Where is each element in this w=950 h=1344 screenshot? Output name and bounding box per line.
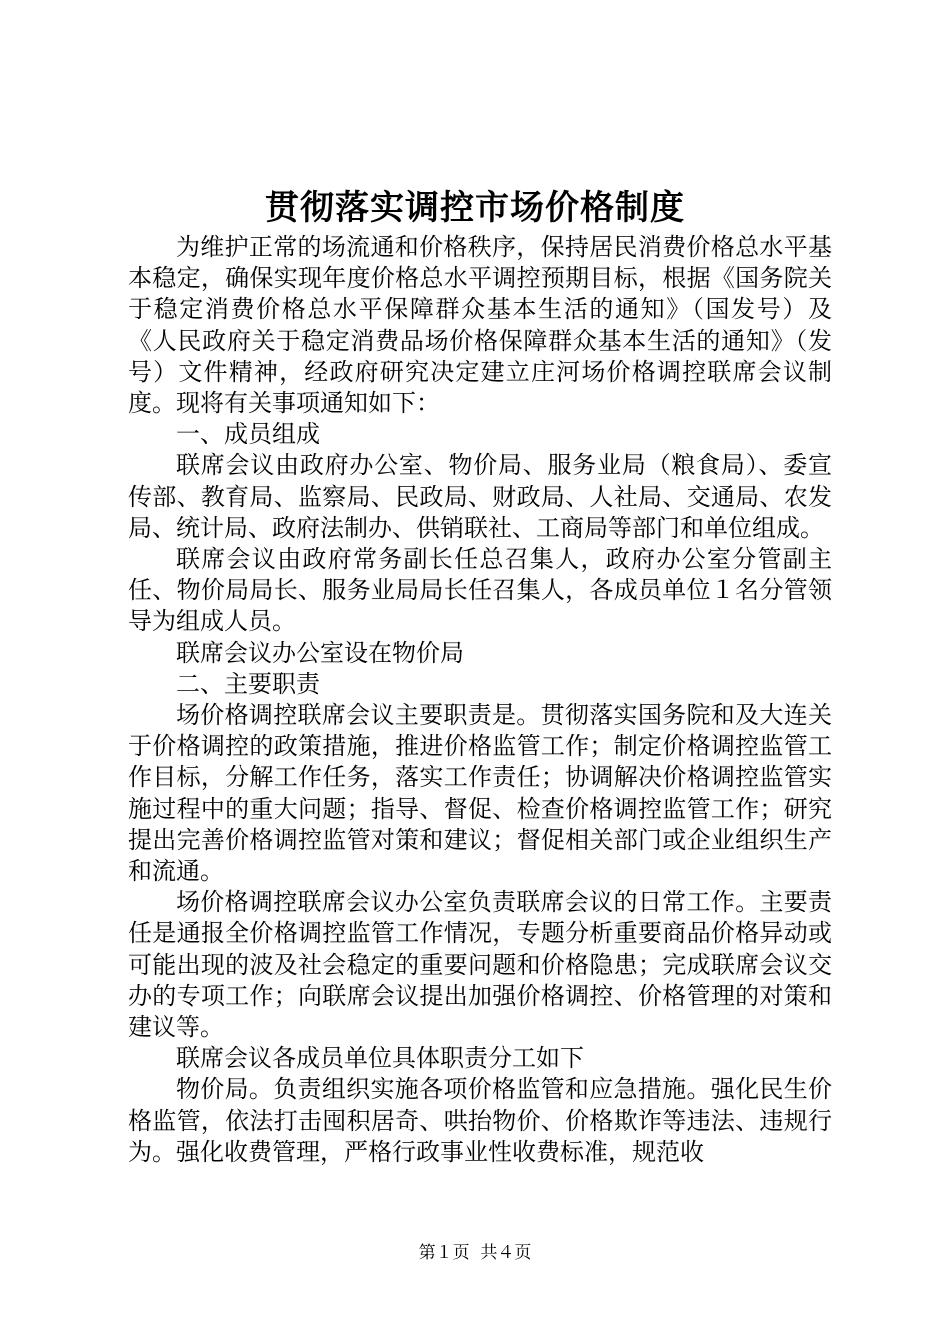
paragraph-intro: 为维护正常的场流通和价格秩序，保持居民消费价格总水平基本稳定，确保实现年度价格总水平调控预期目标，根据《国务院关于稳定消费价格总水平保障群众基本生活的通知》（国发号）及《人民政府关于稳定消费品场价格保障群众基本生活的通知》（发号）文件精神，经政府研究决定建立庄河场价格调控联席会议制度。现将有关事项通知如下： <box>128 233 832 418</box>
paragraph-price-bureau: 物价局。负责组织实施各项价格监管和应急措施。强化民生价格监管，依法打击囤积居奇、哄抬物价、价格欺诈等违法、违规行为。强化收费管理，严格行政事业性收费标准，规范收 <box>128 1075 832 1166</box>
paragraph-main-duties: 场价格调控联席会议主要职责是。贯彻落实国务院和及大连关于价格调控的政策措施，推进价格监管工作；制定价格调控监管工作目标，分解工作任务，落实工作责任；协调解决价格调控监管实施过程中的重大问题；指导、督促、检查价格调控监管工作；研究提出完善价格调控监管对策和建议；督促相关部门或企业组织生产和流通。 <box>128 701 832 886</box>
paragraph-division-intro: 联席会议各成员单位具体职责分工如下 <box>176 1044 584 1073</box>
section-heading-duties: 二、主要职责 <box>176 669 320 698</box>
document-title: 贯彻落实调控市场价格制度 <box>265 188 685 228</box>
paragraph-office-location: 联席会议办公室设在物价局 <box>176 638 464 667</box>
paragraph-members-convener: 联席会议由政府常务副长任总召集人，政府办公室分管副主任、物价局局长、服务业局局长任召集人，各成员单位１名分管领导为组成人员。 <box>128 545 832 636</box>
section-heading-members: 一、成员组成 <box>176 420 320 449</box>
page-number-label: 第１页 共４页 <box>418 1243 532 1263</box>
paragraph-office-duties: 场价格调控联席会议办公室负责联席会议的日常工作。主要责任是通报全价格调控监管工作情况，专题分析重要商品价格异动或可能出现的波及社会稳定的重要问题和价格隐患；完成联席会议交办的专项工作；向联席会议提出加强价格调控、价格管理的对策和建议等。 <box>128 888 832 1042</box>
paragraph-members-composition: 联席会议由政府办公室、物价局、服务业局（粮食局）、委宣传部、教育局、监察局、民政局、财政局、人社局、交通局、农发局、统计局、政府法制办、供销联社、工商局等部门和单位组成。 <box>128 451 832 542</box>
page-footer <box>0 1241 950 1265</box>
document-body <box>128 232 832 1168</box>
